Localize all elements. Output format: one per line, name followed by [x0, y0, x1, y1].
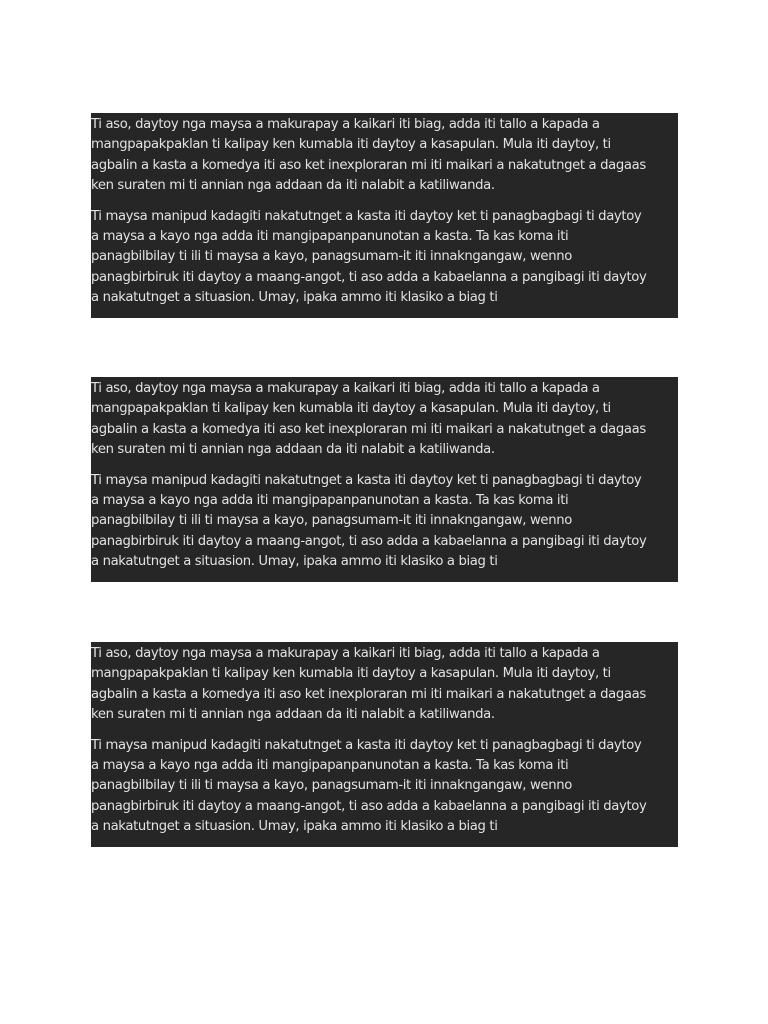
text-line: Ti maysa manipud kadagiti nakatutnget a kasta iti daytoy ket ti panagbagbagi ti daytoy: [91, 737, 642, 753]
text-line: a nakatutnget a situasion. Umay, ipaka ammo iti klasiko a biag ti: [91, 554, 498, 570]
text-line: ken suraten mi ti annian nga addaan da iti nalabit a katiliwanda.: [91, 442, 495, 458]
text-line: agbalin a kasta a komedya iti aso ket inexploraran mi iti maikari a nakatutnget a dagaas: [91, 157, 646, 173]
text-line: mangpapakpaklan ti kalipay ken kumabla iti daytoy a kasapulan. Mula iti daytoy, ti: [91, 401, 611, 417]
text-line: a nakatutnget a situasion. Umay, ipaka ammo iti klasiko a biag ti: [91, 290, 498, 306]
paragraph: [91, 644, 678, 726]
text-line: panagbirbiruk iti daytoy a maang-angot, ti aso adda a kabaelanna a pangibagi iti daytoy: [91, 269, 647, 285]
text-line: a maysa a kayo nga adda iti mangipapanpanunotan a kasta. Ta kas koma iti: [91, 229, 569, 245]
text-line: ken suraten mi ti annian nga addaan da iti nalabit a katiliwanda.: [91, 178, 495, 194]
text-line: Ti aso, daytoy nga maysa a makurapay a kaikari iti biag, adda iti tallo a kapada a: [91, 117, 600, 132]
text-line: ken suraten mi ti annian nga addaan da iti nalabit a katiliwanda.: [91, 707, 495, 723]
text-line: a maysa a kayo nga adda iti mangipapanpanunotan a kasta. Ta kas koma iti: [91, 758, 569, 774]
text-line: Ti maysa manipud kadagiti nakatutnget a kasta iti daytoy ket ti panagbagbagi ti daytoy: [91, 208, 642, 224]
text-line: a nakatutnget a situasion. Umay, ipaka ammo iti klasiko a biag ti: [91, 819, 498, 835]
text-block-3: [91, 642, 678, 847]
text-line: panagbirbiruk iti daytoy a maang-angot, ti aso adda a kabaelanna a pangibagi iti daytoy: [91, 533, 647, 549]
paragraph: [91, 471, 678, 573]
text-line: panagbilbilay ti ili ti maysa a kayo, panagsumam-it iti innakngangaw, wenno: [91, 249, 572, 265]
text-line: agbalin a kasta a komedya iti aso ket inexploraran mi iti maikari a nakatutnget a dagaas: [91, 686, 646, 702]
paragraph: [91, 115, 678, 197]
paragraph: [91, 736, 678, 838]
paragraph: [91, 207, 678, 309]
text-line: a maysa a kayo nga adda iti mangipapanpanunotan a kasta. Ta kas koma iti: [91, 493, 569, 509]
text-line: mangpapakpaklan ti kalipay ken kumabla iti daytoy a kasapulan. Mula iti daytoy, ti: [91, 666, 611, 682]
text-line: agbalin a kasta a komedya iti aso ket inexploraran mi iti maikari a nakatutnget a dagaas: [91, 421, 646, 437]
text-block-2: [91, 377, 678, 582]
text-line: panagbirbiruk iti daytoy a maang-angot, ti aso adda a kabaelanna a pangibagi iti daytoy: [91, 798, 647, 814]
text-line: mangpapakpaklan ti kalipay ken kumabla iti daytoy a kasapulan. Mula iti daytoy, ti: [91, 137, 611, 153]
text-line: panagbilbilay ti ili ti maysa a kayo, panagsumam-it iti innakngangaw, wenno: [91, 778, 572, 794]
text-line: Ti aso, daytoy nga maysa a makurapay a kaikari iti biag, adda iti tallo a kapada a: [91, 381, 600, 396]
text-line: Ti maysa manipud kadagiti nakatutnget a kasta iti daytoy ket ti panagbagbagi ti daytoy: [91, 472, 642, 488]
text-block-1: [91, 113, 678, 318]
text-line: Ti aso, daytoy nga maysa a makurapay a kaikari iti biag, adda iti tallo a kapada a: [91, 646, 600, 661]
text-line: panagbilbilay ti ili ti maysa a kayo, panagsumam-it iti innakngangaw, wenno: [91, 513, 572, 529]
paragraph: [91, 379, 678, 461]
